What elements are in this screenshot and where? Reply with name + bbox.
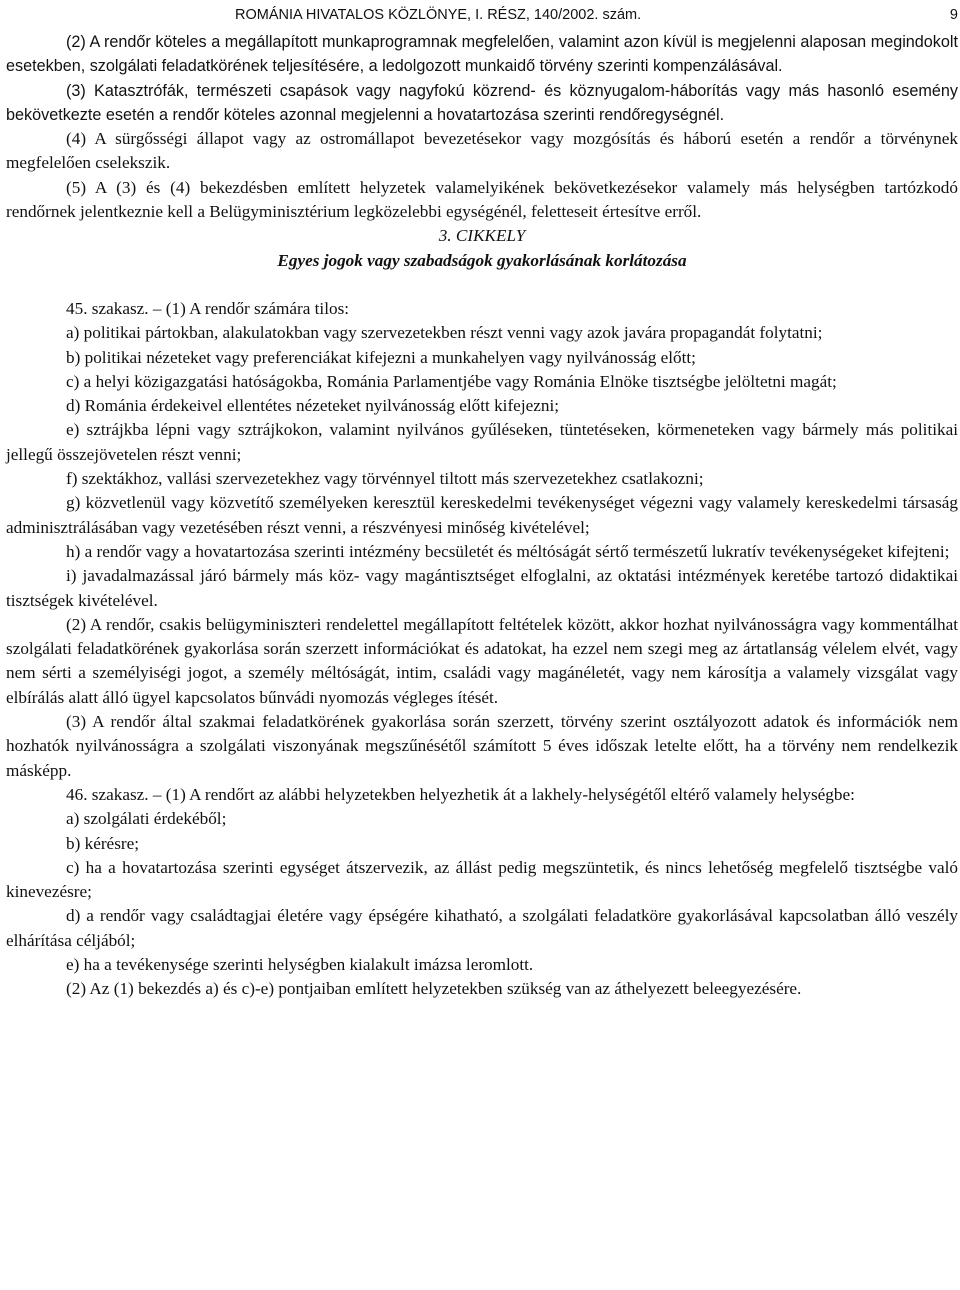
list-item: c) a helyi közigazgatási hatóságokba, Románia Parlamentjébe vagy Románia Elnöke tisztségbe jelöltetni magát; <box>66 371 837 391</box>
list-item: a) szolgálati érdekéből; <box>66 809 227 829</box>
list-item: d) Románia érdekeivel ellentétes nézeteket nyilvánosság előtt kifejezni; <box>66 396 559 416</box>
paragraph: 45. szakasz. – (1) A rendőr számára tilos: <box>66 298 350 318</box>
list-item: d) a rendőr vagy családtagjai életére vagy épségére kihatható, a szolgálati feladatköre gyakorlásával kapcsolatban álló veszély elhárítása céljából; <box>6 906 958 950</box>
paragraph: (5) A (3) és (4) bekezdésben említett helyzetek valamelyikének bekövetkezésekor valamely más helységben tartózkodó rendőrnek jelentkeznie kell a Belügyminisztérium legközelebbi egységénél, feletteseit értesítve erről. <box>6 177 958 222</box>
page-header <box>6 0 958 30</box>
paragraph: (3) A rendőr által szakmai feladatkörének gyakorlása során szerzett, törvény szerint osztályozott adatok és információk nem hozhatók nyilvánosságra a szolgálati viszonyának megszűnésétől számított 5 éves időszak letelte előtt, ha a törvény nem rendelkezik másképp. <box>6 712 958 780</box>
page-number: 9 <box>949 7 958 23</box>
paragraph: (3) Katasztrófák, természeti csapások vagy nagyfokú közrend- és köznyugalom-háborítás vagy más hasonló esemény bekövetkezte esetén a rendőr köteles azonnal megjelenni a hovatartozása szerinti rendőregységnél. <box>6 81 958 124</box>
list-item: g) közvetlenül vagy közvetítő személyeken keresztül kereskedelmi tevékenységet végezni vagy valamely kereskedelmi társaság adminisztrálásában vagy vezetésében részt venni, a részvényesi minőség kivételével; <box>6 493 958 537</box>
paragraph: (2) A rendőr, csakis belügyminiszteri rendelettel megállapított feltételek között, akkor hozhat nyilvánosságra vagy kommentálhat szolgálati feladatkörének gyakorlása során szerzett információkat és adatokat, ha ezzel nem szegi meg az ártatlanság vélelem elvét, vagy nem sérti a személyiségi jogot, a személy méltóságát, intim, családi vagy magánéletét, vagy nem károsítja a valamely vizsgálat vagy elbírálás alatt álló ügyel kapcsolatos bűnvádi nyomozás végleges ítését. <box>6 614 958 707</box>
list-item: h) a rendőr vagy a hovatartozása szerinti intézmény becsületét és méltóságát sértő természetű lukratív tevékenységeket kifejteni; <box>66 541 950 561</box>
section-45-46 <box>6 297 958 1002</box>
list-item: i) javadalmazással járó bármely más köz- vagy magántisztséget elfoglalni, az oktatási intézmények keretébe tartozó didaktikai tisztségek kivételével. <box>6 566 958 610</box>
chapter-title: Egyes jogok vagy szabadságok gyakorlásának korlátozása <box>277 250 687 270</box>
list-item: b) politikai nézeteket vagy preferenciákat kifejezni a munkahelyen vagy nyilvánosság előtt; <box>66 347 696 367</box>
list-item: c) ha a hovatartozása szerinti egységet átszervezik, az állást pedig megszüntetik, és nincs lehetőség megfelelő tisztségbe való kinevezésre; <box>6 857 958 902</box>
paragraph: (4) A sürgősségi állapot vagy az ostromállapot bevezetésekor vagy mozgósítás és háború esetén a rendőr a törvénynek megfelelően cselekszik. <box>6 129 958 173</box>
list-item: e) ha a tevékenysége szerinti helységben kialakult imázsa leromlott. <box>66 954 534 974</box>
paragraph: 46. szakasz. – (1) A rendőrt az alábbi helyzetekben helyezhetik át a lakhely-helységétől eltérő valamely helységbe: <box>66 784 855 804</box>
journal-title: ROMÁNIA HIVATALOS KÖZLÖNYE, I. RÉSZ, 140/2002. szám. <box>235 7 642 23</box>
list-item: b) kérésre; <box>66 833 140 853</box>
document-page <box>6 0 958 1002</box>
section-continuation <box>6 30 958 224</box>
list-item: a) politikai pártokban, alakulatokban vagy szervezetekben részt venni vagy azok javára propagandát folytatni; <box>66 323 823 343</box>
paragraph: (2) Az (1) bekezdés a) és c)-e) pontjaiban említett helyzetekben szükség van az áthelyezett beleegyezésére. <box>66 979 802 999</box>
list-item: e) sztrájkba lépni vagy sztrájkokon, valamint nyilvános gyűléseken, tüntetéseken, körmeneteken vagy bármely más politikai jellegű összejövetelen részt venni; <box>6 420 958 464</box>
chapter-number: 3. CIKKELY <box>438 226 526 246</box>
paragraph: (2) A rendőr köteles a megállapított munkaprogramnak megfelelően, valamint azon kívül is megjelenni alaposan megindokolt esetekben, szolgálati feladatkörének teljesítésére, a ledolgozott munkaidő törvény szerinti kompenzálásával. <box>6 33 958 76</box>
list-item: f) szektákhoz, vallási szervezetekhez vagy törvénnyel tiltott más szervezetekhez csatlakozni; <box>66 469 704 489</box>
